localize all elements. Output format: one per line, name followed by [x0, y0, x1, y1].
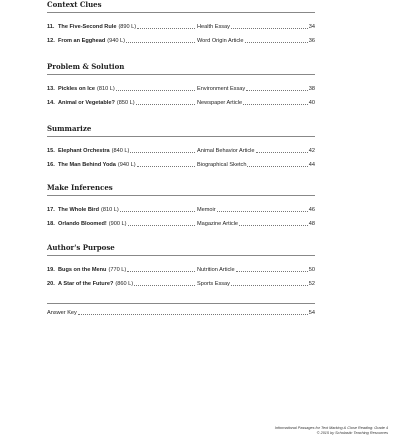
toc-entry-answer-key [47, 309, 315, 317]
dot-leader [116, 85, 195, 91]
dot-leader [137, 161, 195, 167]
entry-number: 15. [47, 148, 55, 154]
entry-number: 11. [47, 24, 55, 30]
dot-leader [247, 161, 307, 167]
entry-page: 36 [308, 38, 315, 44]
entry-genre: Magazine Article [197, 221, 239, 227]
entry-page: 34 [308, 24, 315, 30]
entry-number: 14. [47, 100, 55, 106]
entry-lexile: (810 L) [101, 207, 119, 213]
footer-book-title: Informational Passages for Text Marking & Close Reading: Grade 4 [274, 426, 388, 430]
entry-lexile: (770 L) [108, 267, 127, 273]
entry-page: 44 [308, 162, 315, 168]
toc-entry [47, 85, 315, 93]
entry-genre: Health Essay [197, 24, 230, 30]
section-heading: Summarize [47, 124, 315, 137]
entry-genre: Newspaper Article [197, 100, 243, 106]
dot-leader [231, 280, 308, 286]
dot-leader [78, 309, 308, 315]
entry-number: 20. [47, 281, 55, 287]
entry-number: 17. [47, 207, 55, 213]
entry-title: The Five-Second Rule [58, 24, 117, 30]
entry-genre: Sports Essay [197, 281, 230, 287]
toc-entry [47, 266, 315, 274]
page-footer [275, 426, 388, 436]
toc-entry [47, 280, 315, 288]
entry-lexile: (850 L) [116, 100, 135, 106]
entry-page: 42 [308, 148, 315, 154]
dot-leader [246, 85, 308, 91]
dot-leader [137, 23, 195, 29]
section-authors-purpose [47, 243, 315, 288]
entry-number: 12. [47, 38, 55, 44]
entry-lexile: (810 L) [97, 86, 115, 92]
entry-page: 52 [308, 281, 315, 287]
toc-entry [47, 161, 315, 169]
entry-lexile: (840 L) [111, 148, 130, 154]
section-answer-key [47, 303, 315, 317]
entry-number: 18. [47, 221, 55, 227]
entry-genre: Memoir [197, 207, 216, 213]
dot-leader [231, 23, 308, 29]
section-heading: Make Inferences [47, 183, 315, 196]
entry-lexile: (900 L) [108, 221, 127, 227]
entry-page: 38 [308, 86, 315, 92]
dot-leader [243, 99, 308, 105]
dot-leader [120, 206, 195, 212]
dot-leader [239, 220, 308, 226]
dot-leader [134, 280, 195, 286]
entry-genre: Word Origin Article [197, 38, 244, 44]
entry-title: A Star of the Future? [58, 281, 114, 287]
toc-entry [47, 220, 315, 228]
toc-entry [47, 23, 315, 31]
entry-title: Pickles on Ice [58, 86, 96, 92]
toc-entry [47, 99, 315, 107]
entry-title: Animal or Vegetable? [58, 100, 115, 106]
entry-page: 40 [308, 100, 315, 106]
section-heading: Problem & Solution [47, 62, 315, 75]
dot-leader [126, 37, 195, 43]
toc-entry [47, 147, 315, 155]
entry-title: Elephant Orchestra [58, 148, 110, 154]
dot-leader [236, 266, 308, 272]
section-context-clues [47, 0, 315, 45]
entry-lexile: (940 L) [117, 162, 136, 168]
entry-lexile: (890 L) [118, 24, 137, 30]
footer-copyright: © 2015 by Scholastic Teaching Resources [316, 431, 388, 435]
dot-leader [130, 147, 195, 153]
answer-key-label: Answer Key [47, 310, 77, 316]
dot-leader [127, 266, 195, 272]
entry-title: Bugs on the Menu [58, 267, 107, 273]
dot-leader [128, 220, 195, 226]
section-make-inferences [47, 183, 315, 228]
entry-page: 50 [308, 267, 315, 273]
entry-lexile: (860 L) [115, 281, 134, 287]
section-heading: Author's Purpose [47, 243, 315, 256]
entry-page: 46 [308, 207, 315, 213]
dot-leader [217, 206, 308, 212]
entry-genre: Animal Behavior Article [197, 148, 255, 154]
entry-genre: Environment Essay [197, 86, 246, 92]
section-problem-solution [47, 62, 315, 107]
entry-title: Orlando Bloomed! [58, 221, 107, 227]
entry-title: The Man Behind Yoda [58, 162, 116, 168]
section-summarize [47, 124, 315, 169]
entry-genre: Biographical Sketch [197, 162, 247, 168]
entry-number: 13. [47, 86, 55, 92]
entry-title: The Whole Bird [58, 207, 100, 213]
entry-number: 16. [47, 162, 55, 168]
toc-entry [47, 206, 315, 214]
dot-leader [256, 147, 308, 153]
toc-entry [47, 37, 315, 45]
entry-page: 54 [308, 310, 315, 316]
dot-leader [136, 99, 195, 105]
entry-number: 19. [47, 267, 55, 273]
section-heading: Context Clues [47, 0, 315, 13]
entry-lexile: (940 L) [107, 38, 125, 44]
dot-leader [245, 37, 308, 43]
entry-title: From an Egghead [58, 38, 106, 44]
entry-page: 48 [308, 221, 315, 227]
entry-genre: Nutrition Article [197, 267, 235, 273]
